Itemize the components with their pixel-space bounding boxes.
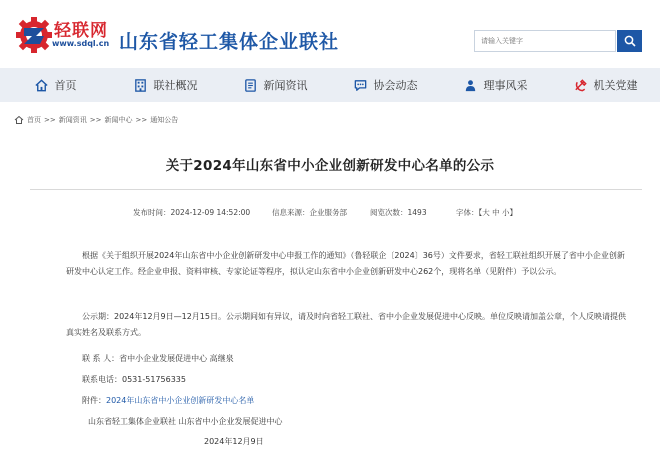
party-emblem-icon — [573, 78, 588, 93]
title-divider — [30, 189, 642, 190]
font-medium-button[interactable]: 中 — [492, 208, 500, 217]
nav-label: 首页 — [54, 79, 77, 92]
site-title: 山东省轻工集体企业联社 — [119, 31, 340, 53]
logo-url: www.sdql.cn — [52, 39, 110, 48]
breadcrumb-separator: >> — [89, 116, 102, 124]
search-button[interactable] — [617, 30, 642, 52]
attachment-line — [82, 393, 254, 409]
logo-name: 轻联网 — [54, 21, 108, 41]
nav-item-party[interactable] — [550, 68, 660, 102]
home-icon — [34, 78, 49, 93]
search-icon — [624, 35, 636, 47]
nav-label: 新闻资讯 — [263, 79, 308, 92]
paragraph-basis: 根据《关于组织开展2024年山东省中小企业创新研发中心申报工作的通知》（鲁轻联企〔2024〕36号）文件要求，省轻工联社组织开展了省中小企业创新研发中心认定工作。经企业申报、资料审核、专家论证等程序，拟认定山东省中小企业创新研发中心262个，现将名单（见附件）予以公示。 — [66, 251, 625, 276]
info-source: 信息来源：企业服务部 — [272, 208, 347, 217]
nav-label: 机关党建 — [593, 79, 638, 92]
signature: 山东省轻工集体企业联社 山东省中小企业发展促进中心 — [88, 417, 283, 426]
nav-item-association[interactable] — [330, 68, 440, 102]
search-input[interactable] — [474, 30, 616, 52]
article-title: 关于2024年山东省中小企业创新研发中心名单的公示 — [165, 158, 495, 174]
main-nav — [0, 68, 660, 102]
article-meta — [0, 207, 660, 219]
nav-item-directors[interactable] — [440, 68, 550, 102]
people-icon — [463, 78, 478, 93]
home-icon — [14, 115, 24, 125]
site-header — [0, 0, 660, 68]
breadcrumb — [14, 114, 178, 126]
contact-person: 联 系 人：省中小企业发展促进中心 高继泉 — [82, 354, 234, 363]
view-count: 阅览次数：1493 — [370, 208, 427, 217]
font-large-button[interactable]: 大 — [482, 208, 490, 217]
attachment-label: 附件： — [82, 396, 106, 405]
building-icon — [133, 78, 148, 93]
attachment-link[interactable]: 2024年山东省中小企业创新研发中心名单 — [106, 396, 255, 405]
paragraph-publicity-period: 公示期：2024年12月9日—12月15日。公示期间如有异议，请及时向省轻工联社、省中小企业发展促进中心反映。单位反映请加盖公章，个人反映请提供真实姓名及联系方式。 — [66, 312, 626, 337]
nav-label: 联社概况 — [153, 79, 198, 92]
publish-time: 发布时间：2024-12-09 14:52:00 — [133, 208, 251, 217]
chat-icon — [353, 78, 368, 93]
breadcrumb-separator: >> — [44, 116, 56, 124]
nav-item-about[interactable] — [110, 68, 220, 102]
publish-date: 2024年12月9日 — [204, 437, 264, 446]
nav-label: 理事风采 — [483, 79, 528, 92]
gear-logo-icon — [14, 14, 54, 54]
breadcrumb-item-news-center[interactable]: 新闻中心 — [104, 116, 133, 124]
font-size-control: 字体：【大 中 小】 — [456, 208, 518, 217]
font-small-button[interactable]: 小 — [502, 208, 510, 217]
nav-label: 协会动态 — [373, 79, 418, 92]
site-logo[interactable] — [14, 14, 110, 58]
nav-item-home[interactable] — [0, 68, 110, 102]
breadcrumb-item-news[interactable]: 新闻资讯 — [58, 116, 87, 124]
breadcrumb-separator: >> — [135, 116, 148, 124]
document-icon — [243, 78, 258, 93]
contact-phone: 联系电话：0531-51756335 — [82, 375, 186, 384]
breadcrumb-item-notices[interactable]: 通知公告 — [150, 116, 179, 124]
nav-item-news[interactable] — [220, 68, 330, 102]
breadcrumb-item-home[interactable]: 首页 — [27, 116, 41, 124]
